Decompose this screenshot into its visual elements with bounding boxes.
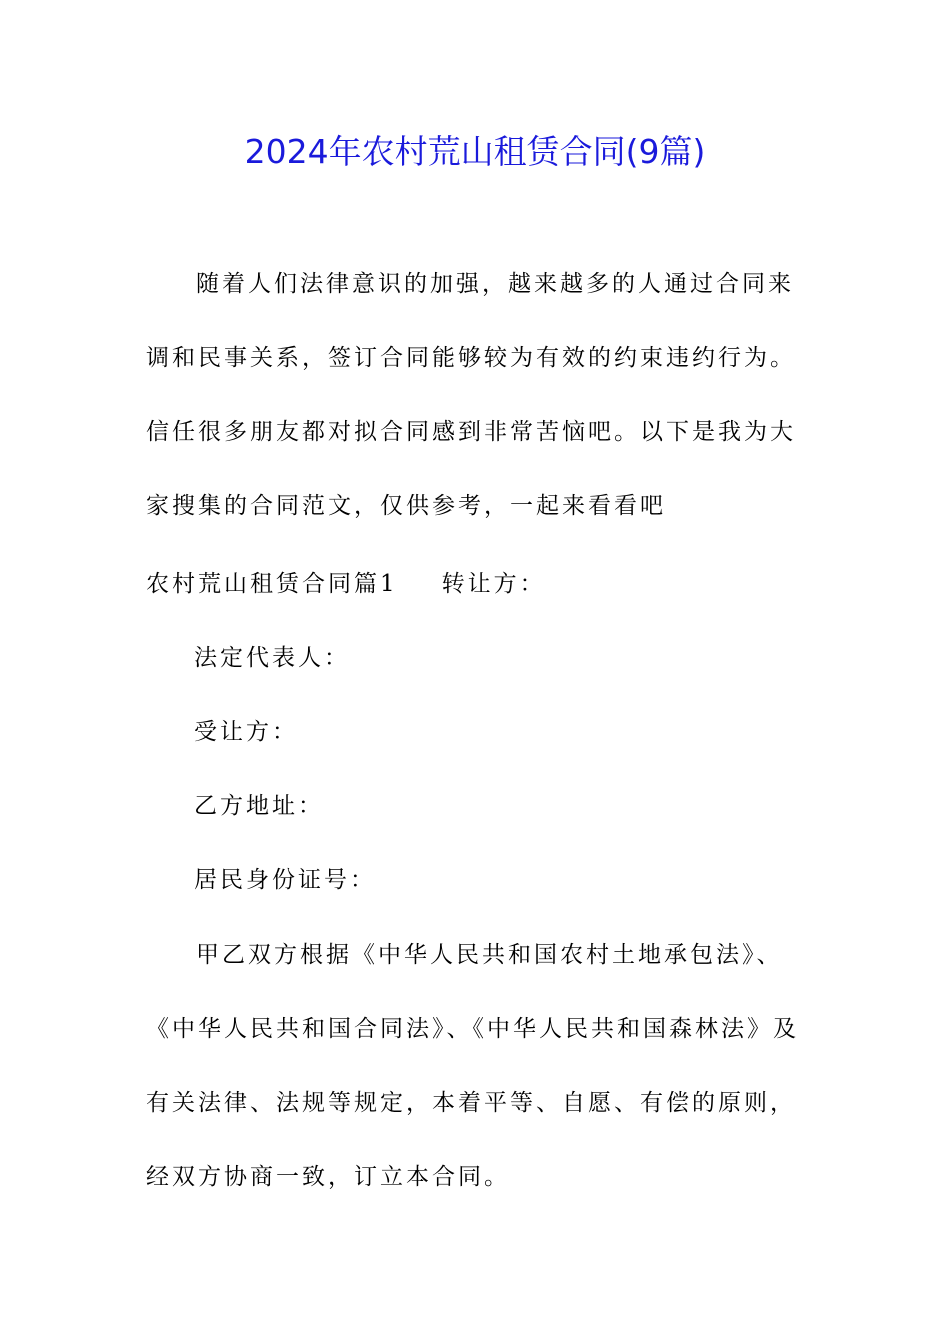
intro-text: 随着人们法律意识的加强，越来越多的人通过合同来调和民事关系，签订合同能够较为有效的约束违约行为。信任很多朋友都对拟合同感到非常苦恼吧。以下是我为大家搜集的合同范文，仅供参考，一起来看看吧 xyxy=(146,271,796,519)
section-heading-line xyxy=(146,568,546,600)
intro-paragraph xyxy=(146,247,806,543)
transferor-label: 转让方： xyxy=(441,571,546,597)
id-number-label: 居民身份证号： xyxy=(194,867,376,893)
transferee-label: 受让方： xyxy=(194,719,298,745)
section-heading: 农村荒山租赁合同篇1 xyxy=(146,571,398,597)
document-title: 2024年农村荒山租赁合同(9篇) xyxy=(244,132,706,171)
legal-representative-label: 法定代表人： xyxy=(194,645,350,671)
agreement-text: 甲乙双方根据《中华人民共和国农村土地承包法》、《中华人民共和国合同法》、《中华人民共和国森林法》及有关法律、法规等规定，本着平等、自愿、有偿的原则，经双方协商一致，订立本合同。 xyxy=(146,942,799,1190)
agreement-paragraph xyxy=(146,918,806,1214)
party-b-address-label: 乙方地址： xyxy=(194,793,324,819)
